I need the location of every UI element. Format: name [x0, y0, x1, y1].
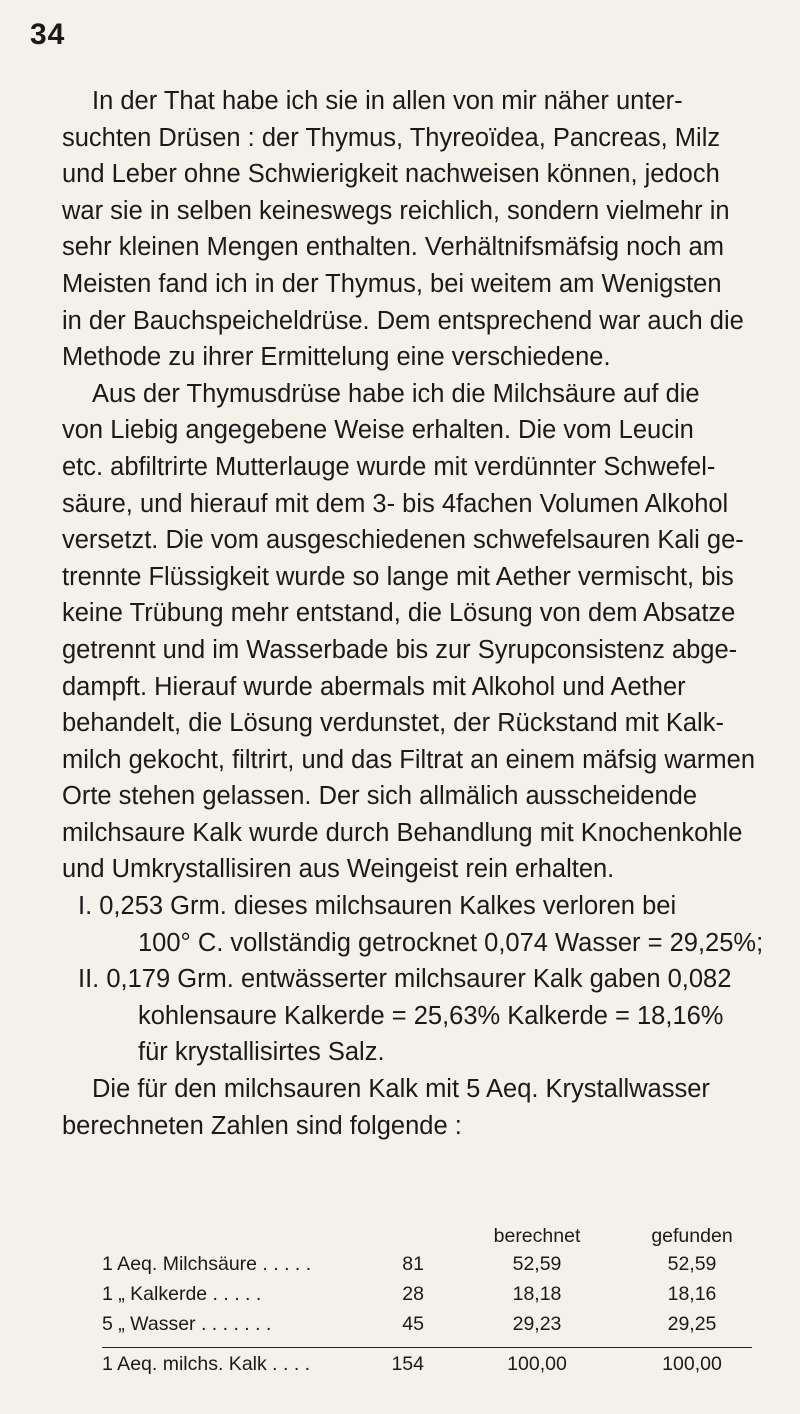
- text-line: In der That habe ich sie in allen von mir näher unter-: [92, 87, 683, 115]
- text-line: 100° C. vollständig getrocknet 0,074 Wasser = 29,25%;: [138, 928, 764, 957]
- text-line: dampft. Hierauf wurde abermals mit Alkohol und Aether: [62, 672, 686, 701]
- row-gefunden: 52,59: [667, 1253, 717, 1275]
- text-line: Methode zu ihrer Ermittelung eine verschiedene.: [62, 343, 611, 372]
- page-number: 34: [30, 18, 66, 51]
- row-value: 28: [402, 1283, 424, 1305]
- row-gefunden: 18,16: [667, 1283, 717, 1305]
- text-line: suchten Drüsen : der Thymus, Thyreoïdea, Pancreas, Milz: [62, 123, 721, 152]
- table-header: [102, 1225, 762, 1253]
- text-line: II. 0,179 Grm. entwässerter milchsaurer Kalk gaben 0,082: [78, 965, 732, 994]
- text-line: getrennt und im Wasserbade bis zur Syrupconsistenz abge-: [62, 635, 738, 664]
- text-line: kohlensaure Kalkerde = 25,63% Kalkerde = 18,16%: [138, 1001, 724, 1030]
- total-label: 1 Aeq. milchs. Kalk . . . .: [102, 1353, 311, 1375]
- text-line: milch gekocht, filtrirt, und das Filtrat an einem mäfsig warmen: [62, 745, 756, 774]
- text-line: keine Trübung mehr entstand, die Lösung von dem Absatze: [62, 599, 736, 628]
- header-gefunden: gefunden: [651, 1225, 733, 1247]
- text-line: für krystallisirtes Salz.: [138, 1038, 385, 1067]
- total-value: 154: [391, 1353, 424, 1375]
- text-line: versetzt. Die vom ausgeschiedenen schwefelsauren Kali ge-: [62, 526, 744, 555]
- text-line: berechneten Zahlen sind folgende :: [62, 1111, 462, 1140]
- text-line: Orte stehen gelassen. Der sich allmälich ausscheidende: [62, 782, 698, 811]
- row-berechnet: 52,59: [512, 1253, 562, 1275]
- table-row: [102, 1313, 762, 1343]
- text-line: säure, und hierauf mit dem 3- bis 4fachen Volumen Alkohol: [62, 489, 729, 518]
- row-label: 1 „ Kalkerde . . . . .: [102, 1283, 262, 1305]
- composition-table: [102, 1225, 762, 1375]
- table-divider: [102, 1347, 752, 1348]
- row-value: 81: [402, 1253, 424, 1275]
- row-value: 45: [402, 1313, 424, 1335]
- total-gefunden: 100,00: [662, 1353, 722, 1375]
- text-line: und Leber ohne Schwierigkeit nachweisen können, jedoch: [62, 160, 720, 189]
- row-label: 5 „ Wasser . . . . . . .: [102, 1313, 272, 1335]
- text-line: trennte Flüssigkeit wurde so lange mit Aether vermischt, bis: [62, 562, 734, 591]
- text-line: milchsaure Kalk wurde durch Behandlung mit Knochenkohle: [62, 818, 743, 847]
- body-text: [62, 83, 782, 1144]
- text-line: I. 0,253 Grm. dieses milchsauren Kalkes verloren bei: [78, 892, 677, 921]
- text-line: von Liebig angegebene Weise erhalten. Die vom Leucin: [62, 416, 694, 445]
- table-row: [102, 1253, 762, 1283]
- text-line: Die für den milchsauren Kalk mit 5 Aeq. Krystallwasser: [92, 1075, 710, 1104]
- table-row: [102, 1283, 762, 1313]
- total-berechnet: 100,00: [507, 1353, 567, 1375]
- text-line: sehr kleinen Mengen enthalten. Verhältnifsmäfsig noch am: [62, 233, 724, 262]
- text-line: Aus der Thymusdrüse habe ich die Milchsäure auf die: [92, 379, 700, 408]
- text-line: war sie in selben keineswegs reichlich, sondern vielmehr in: [62, 196, 730, 225]
- text-line: etc. abfiltrirte Mutterlauge wurde mit verdünnter Schwefel-: [62, 452, 716, 481]
- table-total-row: [102, 1353, 762, 1383]
- header-berechnet: berechnet: [493, 1225, 581, 1247]
- text-line: und Umkrystallisiren aus Weingeist rein erhalten.: [62, 855, 615, 884]
- row-gefunden: 29,25: [667, 1313, 717, 1335]
- row-berechnet: 29,23: [512, 1313, 562, 1335]
- row-berechnet: 18,18: [512, 1283, 562, 1305]
- text-line: Meisten fand ich in der Thymus, bei weitem am Wenigsten: [62, 269, 722, 298]
- row-label: 1 Aeq. Milchsäure . . . . .: [102, 1253, 312, 1275]
- text-line: behandelt, die Lösung verdunstet, der Rückstand mit Kalk-: [62, 709, 724, 738]
- text-line: in der Bauchspeicheldrüse. Dem entsprechend war auch die: [62, 306, 744, 335]
